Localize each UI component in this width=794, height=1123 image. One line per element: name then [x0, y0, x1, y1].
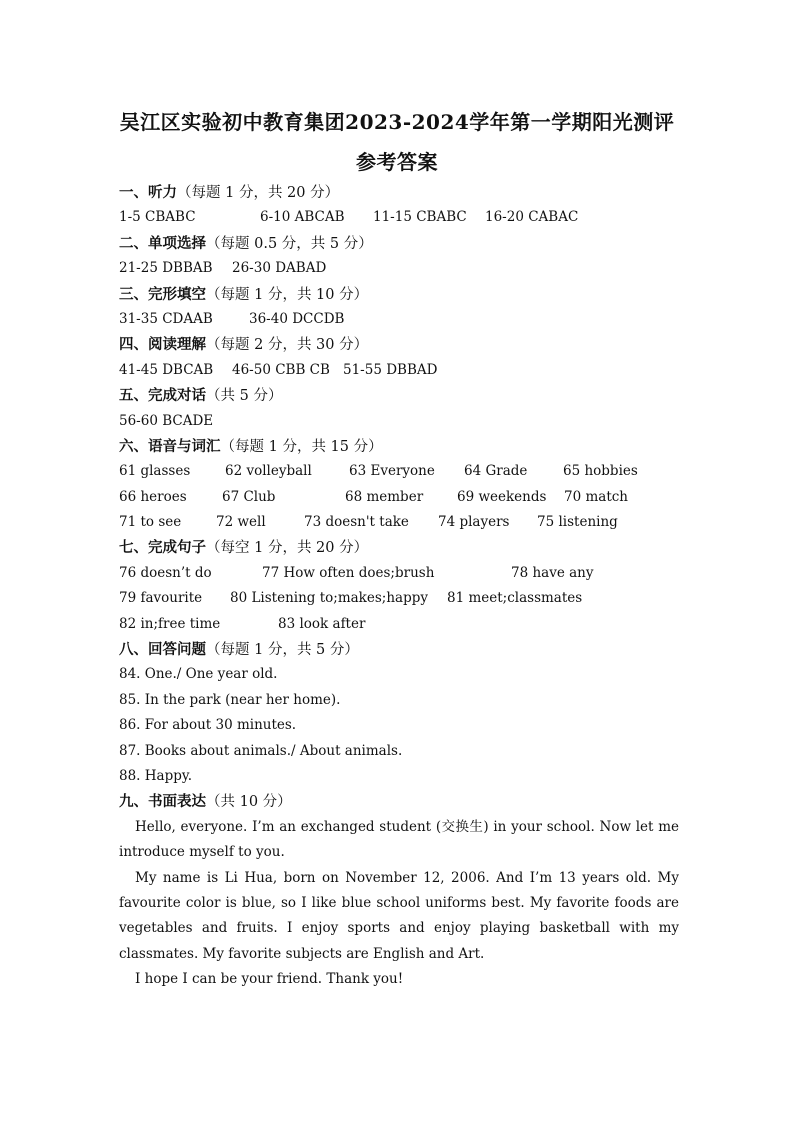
answer-item: 80 Listening to;makes;happy: [230, 590, 428, 607]
answer-group: 21-25 DBBAB: [119, 260, 213, 277]
section-heading-cloze: 三、完形填空（每题 1 分，共 10 分）: [119, 285, 369, 303]
answer-group: 31-35 CDAAB: [119, 310, 213, 327]
section-heading-vocab: 六、语音与词汇（每题 1 分，共 15 分）: [119, 437, 383, 455]
essay-paragraph: My name is Li Hua, born on November 12, 2006. And I’m 13 years old. My favourite color is blue, so I like blue school uniforms best. My favorite foods are vegetables and fruits. I enjoy sports and enjoy playing basketball with my classmates. My favorite subjects are English and Art.: [119, 869, 679, 962]
section-heading-dialogue: 五、完成对话（共 5 分）: [119, 387, 283, 405]
answer-item: 76 doesn’t do: [119, 564, 212, 581]
answer-item: 71 to see: [119, 514, 182, 531]
sentence-row: [119, 561, 679, 586]
vocab-row: [119, 510, 679, 535]
model-essay: [119, 815, 679, 993]
page-subtitle: 参考答案: [356, 150, 438, 174]
answer-item: 68 member: [345, 488, 424, 505]
vocab-row: [119, 485, 679, 510]
answer-item: 62 volleyball: [225, 463, 312, 480]
answer-group: 51-55 DBBAD: [343, 361, 438, 378]
answer-group: 26-30 DABAD: [232, 260, 327, 277]
answer-item: 67 Club: [222, 488, 276, 505]
answer-item: 81 meet;classmates: [447, 590, 583, 607]
section-heading-sentences: 七、完成句子（每空 1 分，共 20 分）: [119, 539, 369, 557]
answer-item: 61 glasses: [119, 463, 191, 480]
listening-answers: [119, 205, 679, 230]
section-heading-single-choice: 二、单项选择（每题 0.5 分，共 5 分）: [119, 234, 373, 252]
answer-item: 70 match: [564, 488, 628, 505]
answer-group: 16-20 CABAC: [485, 209, 579, 226]
answer-item: 83 look after: [278, 615, 366, 632]
answer-item: 64 Grade: [464, 463, 528, 480]
essay-paragraph: Hello, everyone. I’m an exchanged student (交换生) in your school. Now let me introduce myself to you.: [119, 818, 679, 861]
section-heading-listening: 一、听力（每题 1 分，共 20 分）: [119, 184, 340, 201]
answer-line: 84. One./ One year old.: [119, 666, 278, 683]
answer-item: 66 heroes: [119, 488, 187, 505]
answer-content: [119, 180, 679, 993]
answer-item: 79 favourite: [119, 590, 203, 607]
answer-group: 11-15 CBABC: [373, 209, 467, 226]
section-heading-writing: 九、书面表达（共 10 分）: [119, 793, 292, 811]
reading-answers: [119, 358, 679, 383]
answer-line: 87. Books about animals./ About animals.: [119, 742, 403, 759]
answer-group: 41-45 DBCAB: [119, 361, 214, 378]
answer-item: 74 players: [438, 514, 510, 531]
answer-item: 69 weekends: [457, 488, 547, 505]
answer-item: 65 hobbies: [563, 463, 638, 480]
sentence-row: [119, 586, 679, 611]
single-choice-answers: [119, 256, 679, 281]
answer-line: 85. In the park (near her home).: [119, 691, 341, 708]
essay-paragraph: I hope I can be your friend. Thank you!: [135, 971, 404, 988]
answer-group: 36-40 DCCDB: [249, 310, 345, 327]
page-title: 吴江区实验初中教育集团2023-2024学年第一学期阳光测评: [119, 110, 675, 134]
answer-line: 88. Happy.: [119, 767, 192, 784]
dialogue-answers: [119, 409, 679, 434]
answer-group: 1-5 CBABC: [119, 209, 196, 226]
answer-item: 73 doesn't take: [304, 514, 409, 531]
answer-item: 77 How often does;brush: [262, 564, 435, 581]
sentence-row: [119, 612, 679, 637]
cloze-answers: [119, 307, 679, 332]
answer-group: 46-50 CBB CB: [232, 361, 330, 378]
answer-item: 82 in;free time: [119, 615, 221, 632]
answer-item: 78 have any: [511, 564, 594, 581]
answer-group: 56-60 BCADE: [119, 412, 214, 429]
section-heading-reading: 四、阅读理解（每题 2 分，共 30 分）: [119, 336, 369, 354]
vocab-row: [119, 459, 679, 484]
answer-item: 75 listening: [537, 514, 618, 531]
answer-item: 72 well: [216, 514, 266, 531]
answer-item: 63 Everyone: [349, 463, 435, 480]
answer-group: 6-10 ABCAB: [260, 209, 345, 226]
answer-line: 86. For about 30 minutes.: [119, 717, 297, 734]
section-heading-answers: 八、回答问题（每题 1 分，共 5 分）: [119, 641, 359, 659]
